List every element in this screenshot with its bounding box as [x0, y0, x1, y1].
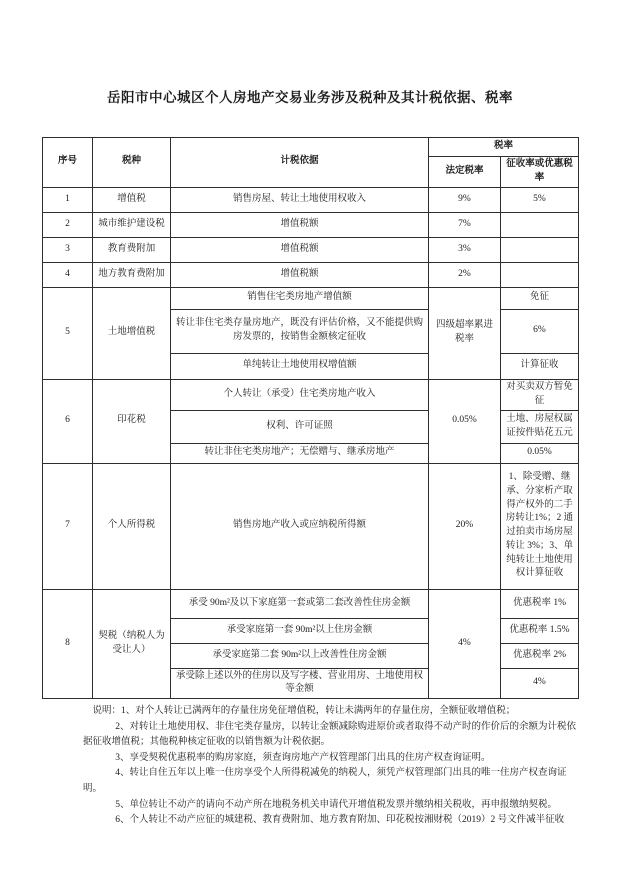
cell-statutory: 4% [429, 589, 501, 699]
cell-tax: 城市维护建设税 [93, 212, 171, 237]
cell-statutory: 2% [429, 262, 501, 287]
note-line: 3、享受契税优惠税率的购房家庭，须查询房地产产权管理部门出具的住房产权查询证明。 [115, 752, 491, 763]
page-title: 岳阳市中心城区个人房地产交易业务涉及税种及其计税依据、税率 [107, 90, 513, 105]
note-line: 6、个人转让不动产应征的城建税、教育费附加、地方教育附加、印花税按湘财税（2019）2 号文件减半征收 [115, 815, 565, 826]
cell-basis: 转让非住宅类存量房地产，既没有评估价格，又不能提供购房发票的，按销售金额核定征收 [171, 309, 429, 353]
cell-basis: 增值税额 [171, 237, 429, 262]
cell-tax: 地方教育费附加 [93, 262, 171, 287]
cell-preferential [501, 237, 579, 262]
notes-block [83, 704, 579, 829]
cell-preferential: 4% [501, 668, 579, 699]
cell-preferential: 对买卖双方暂免征 [501, 379, 579, 410]
cell-seq: 6 [43, 379, 93, 463]
cell-statutory: 9% [429, 187, 501, 212]
cell-seq: 7 [43, 463, 93, 589]
cell-tax: 土地增值税 [93, 287, 171, 379]
cell-preferential: 优惠税率 1.5% [501, 618, 579, 643]
cell-preferential: 土地、房屋权属证按件贴花五元 [501, 410, 579, 443]
cell-basis: 承受 90m²及以下家庭第一套或第二套改善性住房金额 [171, 589, 429, 618]
cell-basis: 承受除上述以外的住房以及写字楼、营业用房、土地使用权等金额 [171, 668, 429, 699]
cell-statutory: 20% [429, 463, 501, 589]
cell-statutory: 0.05% [429, 379, 501, 463]
cell-basis: 销售房地产收入或应纳税所得额 [171, 463, 429, 589]
cell-preferential: 优惠税率 1% [501, 589, 579, 618]
cell-basis: 增值税额 [171, 262, 429, 287]
table-row [43, 237, 579, 262]
table-row [43, 463, 579, 589]
cell-statutory: 四级超率累进税率 [429, 287, 501, 379]
cell-preferential: 1、除受赠、继承、分家析产取得产权外的二手房转让1%；2 通过拍卖市场房屋转让 3%；3、单纯转让土地使用权计算征收 [501, 463, 579, 589]
cell-seq: 3 [43, 237, 93, 262]
cell-seq: 5 [43, 287, 93, 379]
cell-basis: 增值税额 [171, 212, 429, 237]
cell-preferential: 0.05% [501, 443, 579, 463]
table-row [43, 212, 579, 237]
cell-basis: 转让非住宅类房地产；无偿赠与、继承房地产 [171, 443, 429, 463]
cell-seq: 1 [43, 187, 93, 212]
cell-seq: 8 [43, 589, 93, 699]
cell-basis: 承受家庭第二套 90m²以上改善性住房金额 [171, 643, 429, 668]
cell-tax: 教育费附加 [93, 237, 171, 262]
cell-basis: 权利、许可证照 [171, 410, 429, 443]
note-line: 5、单位转让不动产的请向不动产所在地税务机关申请代开增值税发票并缴纳相关税收，再申报缴纳契税。 [115, 799, 558, 810]
cell-tax: 个人所得税 [93, 463, 171, 589]
cell-tax: 增值税 [93, 187, 171, 212]
cell-preferential: 免征 [501, 287, 579, 309]
col-header-preferential: 征收率或优惠税率 [501, 157, 579, 188]
cell-tax: 印花税 [93, 379, 171, 463]
note-line: 2、对转让土地使用权、非住宅类存量房，以转让金额减除购进原价或者取得不动产时的作价后的余额为计税依据征收增值税；其他税种核定征收的以销售额为计税依据。 [83, 721, 577, 748]
cell-statutory: 7% [429, 212, 501, 237]
col-header-basis: 计税依据 [171, 138, 429, 188]
table-row [43, 187, 579, 212]
cell-basis: 销售房屋、转让土地使用权收入 [171, 187, 429, 212]
cell-preferential [501, 262, 579, 287]
cell-preferential: 6% [501, 309, 579, 353]
cell-preferential: 优惠税率 2% [501, 643, 579, 668]
note-line: 说明：1、对个人转让已满两年的存量住房免征增值税，转让未满两年的存量住房，全额征收增值税； [92, 706, 516, 717]
cell-seq: 2 [43, 212, 93, 237]
cell-preferential: 计算征收 [501, 353, 579, 379]
cell-seq: 4 [43, 262, 93, 287]
table-row [43, 262, 579, 287]
table-row [43, 287, 579, 309]
cell-preferential [501, 212, 579, 237]
col-header-rate-group: 税率 [429, 138, 579, 157]
cell-statutory: 3% [429, 237, 501, 262]
col-header-tax: 税种 [93, 138, 171, 188]
col-header-seq: 序号 [43, 138, 93, 188]
cell-basis: 个人转让（承受）住宅类房地产收入 [171, 379, 429, 410]
cell-basis: 承受家庭第一套 90m²以上住房金额 [171, 618, 429, 643]
cell-basis: 销售住宅类房地产增值额 [171, 287, 429, 309]
note-line: 4、转让自住五年以上唯一住房享受个人所得税减免的纳税人，须凭产权管理部门出具的唯一住房产权查询证明。 [83, 768, 567, 795]
col-header-statutory: 法定税率 [429, 157, 501, 188]
cell-preferential: 5% [501, 187, 579, 212]
cell-basis: 单纯转让土地使用权增值额 [171, 353, 429, 379]
cell-tax: 契税（纳税人为受让人） [93, 589, 171, 699]
tax-table [42, 137, 579, 699]
table-row [43, 379, 579, 410]
table-row [43, 589, 579, 618]
